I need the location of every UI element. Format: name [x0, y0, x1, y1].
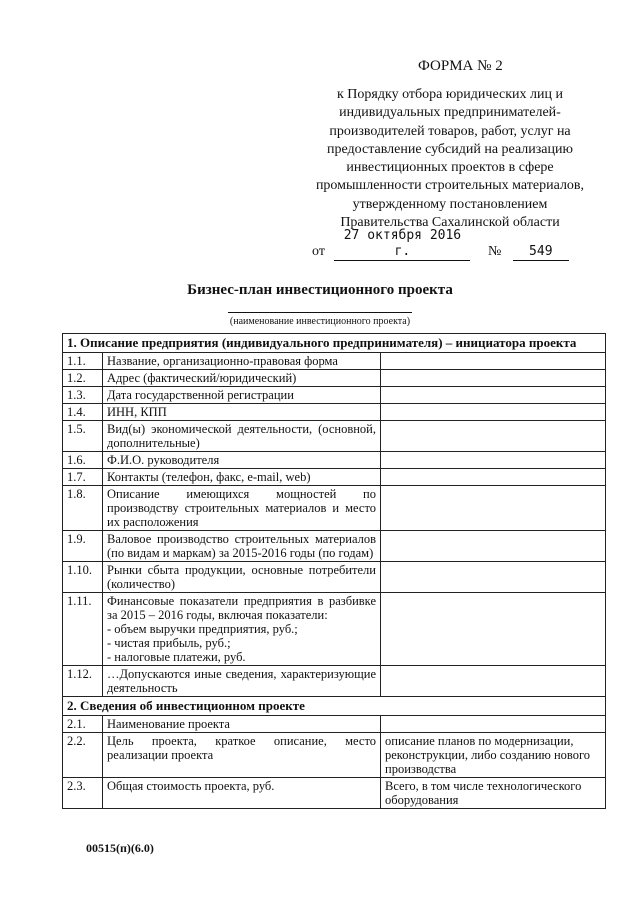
row-number: 1.12. — [63, 666, 103, 697]
table-row — [63, 486, 606, 531]
table-row — [63, 733, 606, 778]
form-code: 00515(п)(6.0) — [86, 841, 154, 855]
business-plan-table-body — [63, 334, 606, 809]
row-description: ИНН, КПП — [103, 404, 381, 421]
table-row — [63, 666, 606, 697]
table-row — [63, 370, 606, 387]
table-row — [63, 562, 606, 593]
row-value-cell[interactable] — [381, 353, 606, 370]
project-name-line — [228, 312, 412, 313]
row-value-cell[interactable] — [381, 421, 606, 452]
intro-line: промышленности строительных материалов, — [315, 178, 585, 194]
table-row — [63, 531, 606, 562]
intro-line: к Порядку отбора юридических лиц и — [337, 87, 563, 102]
intro-line: инвестиционных проектов в сфере — [346, 160, 554, 176]
row-description: Контакты (телефон, факс, e-mail, web) — [103, 469, 381, 486]
row-number: 1.8. — [63, 486, 103, 531]
section-header-row — [63, 697, 606, 716]
row-description: Название, организационно-правовая форма — [103, 353, 381, 370]
row-value-cell[interactable]: описание планов по модернизации, реконструкции, либо созданию нового производства — [381, 733, 606, 778]
row-description: Финансовые показатели предприятия в разбивке за 2015 – 2016 годы, включая показатели: - объем выручки предприятия, руб.; - чистая прибыль, руб.; - налоговые платежи, руб. — [103, 593, 381, 666]
decree-reference — [312, 228, 612, 261]
project-name-caption: (наименование инвестиционного проекта) — [229, 316, 411, 327]
row-value-cell[interactable]: Всего, в том числе технологического оборудования — [381, 778, 606, 809]
table-row — [63, 716, 606, 733]
row-number: 2.2. — [63, 733, 103, 778]
table-row — [63, 469, 606, 486]
row-description: Дата государственной регистрации — [103, 387, 381, 404]
section-title: 1. Описание предприятия (индивидуального предпринимателя) – инициатора проекта — [63, 334, 606, 353]
table-row — [63, 778, 606, 809]
decree-number: 549 — [513, 244, 569, 261]
row-number: 2.1. — [63, 716, 103, 733]
row-description: Адрес (фактический/юридический) — [103, 370, 381, 387]
row-number: 1.1. — [63, 353, 103, 370]
form-number-title: ФОРМА № 2 — [418, 58, 503, 74]
table-row — [63, 421, 606, 452]
row-description: Цель проекта, краткое описание, место реализации проекта — [103, 733, 381, 778]
row-number: 1.5. — [63, 421, 103, 452]
row-value-cell[interactable] — [381, 469, 606, 486]
intro-line: предоставление субсидий на реализацию — [327, 141, 573, 157]
row-value-cell[interactable] — [381, 562, 606, 593]
intro-line: производителей товаров, работ, услуг на — [329, 123, 571, 139]
row-value-cell[interactable] — [381, 666, 606, 697]
row-number: 1.10. — [63, 562, 103, 593]
row-description: Вид(ы) экономической деятельности, (основной, дополнительные) — [103, 421, 381, 452]
row-number: 2.3. — [63, 778, 103, 809]
row-number: 1.3. — [63, 387, 103, 404]
row-value-cell[interactable] — [381, 531, 606, 562]
table-row — [63, 593, 606, 666]
row-number: 1.7. — [63, 469, 103, 486]
intro-line: индивидуальных предпринимателей- — [339, 105, 561, 121]
row-number: 1.9. — [63, 531, 103, 562]
row-description: Общая стоимость проекта, руб. — [103, 778, 381, 809]
row-number: 1.4. — [63, 404, 103, 421]
row-number: 1.6. — [63, 452, 103, 469]
number-label: № — [487, 244, 502, 259]
document-title: Бизнес-план инвестиционного проекта — [187, 282, 453, 298]
row-description: Описание имеющихся мощностей по производству строительных материалов и место их расположения — [103, 486, 381, 531]
table-row — [63, 353, 606, 370]
row-value-cell[interactable] — [381, 716, 606, 733]
row-description: Наименование проекта — [103, 716, 381, 733]
intro-line: утвержденному постановлением — [352, 196, 548, 212]
section-title: 2. Сведения об инвестиционном проекте — [63, 697, 606, 716]
section-header-row — [63, 334, 606, 353]
table-row — [63, 452, 606, 469]
table-row — [63, 387, 606, 404]
row-description: Рынки сбыта продукции, основные потребители (количество) — [103, 562, 381, 593]
row-value-cell[interactable] — [381, 370, 606, 387]
row-value-cell[interactable] — [381, 452, 606, 469]
row-value-cell[interactable] — [381, 486, 606, 531]
ot-label: от — [312, 244, 325, 259]
row-number: 1.11. — [63, 593, 103, 666]
row-description: Валовое производство строительных материалов (по видам и маркам) за 2015-2016 годы (по годам) — [103, 531, 381, 562]
row-value-cell[interactable] — [381, 404, 606, 421]
row-number: 1.2. — [63, 370, 103, 387]
row-value-cell[interactable] — [381, 387, 606, 404]
table-row — [63, 404, 606, 421]
row-value-cell[interactable] — [381, 593, 606, 666]
decree-date: 27 октября 2016 г. — [334, 228, 470, 261]
row-description: …Допускаются иные сведения, характеризующие деятельность — [103, 666, 381, 697]
business-plan-table — [62, 333, 606, 809]
row-description: Ф.И.О. руководителя — [103, 452, 381, 469]
form-intro — [300, 86, 600, 232]
intro-line: Правительства Сахалинской области — [340, 215, 560, 231]
